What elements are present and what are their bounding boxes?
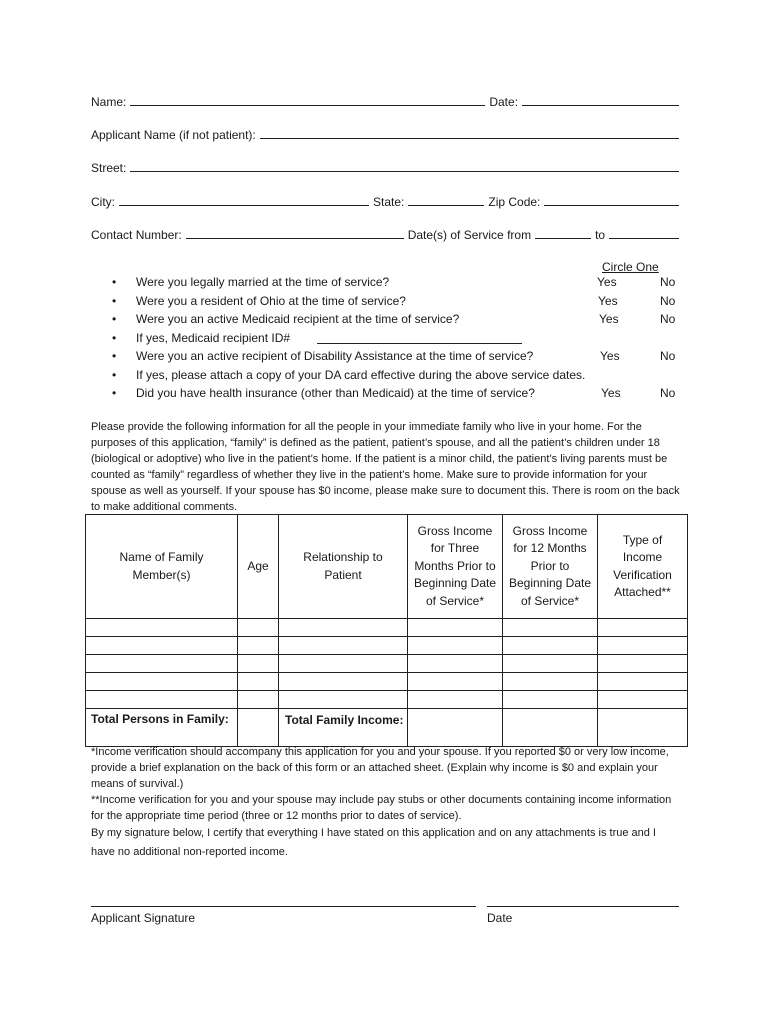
cell-age[interactable]	[238, 673, 279, 691]
bullet-icon: •	[112, 386, 117, 400]
cell-type[interactable]	[598, 619, 688, 637]
bullet-icon: •	[112, 293, 117, 308]
question-ohio-resident	[112, 294, 680, 313]
cell-age[interactable]	[238, 691, 279, 709]
question-text: If yes, Medicaid recipient ID#	[136, 330, 291, 345]
yes-option[interactable]: Yes	[600, 349, 620, 363]
question-medicaid-id	[112, 331, 680, 350]
cell-age[interactable]	[238, 619, 279, 637]
cell-relationship[interactable]	[279, 619, 408, 637]
bullet-icon: •	[112, 367, 117, 382]
total-persons-value[interactable]	[238, 709, 279, 747]
table-row	[86, 691, 688, 709]
cell-name[interactable]	[86, 673, 238, 691]
bullet-icon: •	[112, 330, 117, 345]
contact-field[interactable]	[186, 227, 404, 239]
street-label: Street:	[91, 161, 127, 175]
city-label: City:	[91, 195, 115, 209]
question-married	[112, 275, 680, 294]
applicant-name-row	[91, 127, 679, 142]
cell-gross12[interactable]	[503, 673, 598, 691]
cell-gross3[interactable]	[408, 655, 503, 673]
contact-label: Contact Number:	[91, 228, 182, 242]
question-text: Did you have health insurance (other than Medicaid) at the time of service?	[136, 386, 535, 400]
no-option[interactable]: No	[660, 349, 676, 363]
cell-type[interactable]	[598, 691, 688, 709]
question-text: Were you a resident of Ohio at the time of service?	[136, 293, 406, 308]
note-income-verification: *Income verification should accompany this application for you and your spouse. If you reported $0 or very low income, provide a brief explanation on the back of this form or an attached sheet. (Explain why income is $0 and explain your means of survival.)	[91, 746, 669, 790]
cell-gross3[interactable]	[408, 619, 503, 637]
question-text: Were you an active Medicaid recipient at the time of service?	[136, 312, 460, 326]
yes-option[interactable]: Yes	[599, 312, 619, 326]
cell-relationship[interactable]	[279, 655, 408, 673]
total-persons-label: Total Persons in Family:	[86, 709, 238, 747]
total-gross3[interactable]	[408, 709, 503, 747]
applicant-signature-label: Applicant Signature	[91, 911, 196, 925]
bullet-icon: •	[112, 312, 117, 326]
cell-name[interactable]	[86, 691, 238, 709]
service-to-field[interactable]	[609, 227, 679, 239]
no-option[interactable]: No	[660, 386, 676, 400]
header-name	[86, 515, 238, 619]
cell-name[interactable]	[86, 619, 238, 637]
cell-gross12[interactable]	[503, 619, 598, 637]
applicant-signature-line[interactable]	[91, 906, 476, 907]
question-da-card	[112, 368, 680, 387]
city-state-zip-row	[91, 194, 679, 209]
total-income-label: Total Family Income:	[279, 709, 408, 747]
cell-relationship[interactable]	[279, 637, 408, 655]
question-text: Were you legally married at the time of service?	[136, 275, 390, 289]
to-label: to	[595, 228, 606, 242]
circle-one-label: Circle One	[602, 260, 659, 274]
cell-type[interactable]	[598, 655, 688, 673]
cell-relationship[interactable]	[279, 691, 408, 709]
no-option[interactable]: No	[660, 293, 676, 308]
question-medicaid	[112, 312, 680, 331]
cell-relationship[interactable]	[279, 673, 408, 691]
cell-name[interactable]	[86, 655, 238, 673]
zip-field[interactable]	[544, 194, 679, 206]
cell-gross12[interactable]	[503, 637, 598, 655]
header-name-text: Name of Family Member(s)	[119, 550, 204, 582]
table-row	[86, 655, 688, 673]
header-relationship-text: Relationship to Patient	[303, 550, 383, 582]
cell-gross12[interactable]	[503, 655, 598, 673]
no-option[interactable]: No	[660, 312, 676, 326]
cell-age[interactable]	[238, 637, 279, 655]
yes-option[interactable]: Yes	[601, 386, 621, 400]
street-field[interactable]	[130, 160, 679, 172]
city-field[interactable]	[119, 194, 369, 206]
applicant-name-label: Applicant Name (if not patient):	[91, 128, 256, 142]
state-field[interactable]	[408, 194, 484, 206]
header-gross3-text: Gross Income for Three Months Prior to Beginning Date of Service*	[413, 523, 497, 608]
cell-gross12[interactable]	[503, 691, 598, 709]
header-gross3	[408, 515, 503, 619]
header-relationship	[279, 515, 408, 619]
cell-gross3[interactable]	[408, 673, 503, 691]
no-option[interactable]: No	[660, 275, 676, 289]
name-date-row	[91, 94, 679, 109]
medicaid-id-field[interactable]	[317, 332, 522, 344]
certification-statement: By my signature below, I certify that everything I have stated on this application and on any attachments is true and I have no additional non-reported income.	[91, 827, 656, 858]
date-field[interactable]	[522, 94, 679, 106]
yes-option[interactable]: Yes	[597, 275, 617, 289]
bullet-icon: •	[112, 349, 117, 363]
cell-type[interactable]	[598, 673, 688, 691]
total-type[interactable]	[598, 709, 688, 747]
cell-type[interactable]	[598, 637, 688, 655]
cell-name[interactable]	[86, 637, 238, 655]
header-gross12	[503, 515, 598, 619]
table-header-row	[86, 515, 688, 619]
street-row	[91, 160, 679, 175]
header-type	[598, 515, 688, 619]
family-table	[85, 514, 688, 747]
question-text: Were you an active recipient of Disability Assistance at the time of service?	[136, 349, 534, 363]
dates-service-label: Date(s) of Service from	[407, 228, 532, 242]
question-list	[112, 275, 680, 405]
table-row	[86, 619, 688, 637]
instructions-paragraph: Please provide the following information for all the people in your immediate family who live in your home. For the purposes of this application, “family” is defined as the patient, patient’s spouse, and all the patient’s children under 18 (biological or adoptive) who live in the patient’s home. If the patient is a minor child, the patient’s living parents must be counted as “family” regardless of whether they live in the patient’s home. Make sure to provide information for your spouse as well as yourself. If your spouse has $0 income, please make sure to document this. There is room on the back to make additional comments.	[91, 421, 680, 513]
yes-option[interactable]: Yes	[598, 293, 618, 308]
signature-date-line[interactable]	[487, 906, 679, 907]
question-health-insurance	[112, 386, 680, 405]
contact-dates-row	[91, 227, 679, 242]
applicant-name-field[interactable]	[260, 127, 679, 139]
bullet-icon: •	[112, 275, 117, 289]
zip-label: Zip Code:	[488, 195, 541, 209]
note-verification-types: **Income verification for you and your spouse may include pay stubs or other documents containing income information for the appropriate time period (three or 12 months prior to dates of service).	[91, 794, 672, 822]
name-field[interactable]	[130, 94, 485, 106]
cell-age[interactable]	[238, 655, 279, 673]
signature-date-label: Date	[487, 911, 513, 925]
name-label: Name:	[91, 95, 127, 109]
table-total-row	[86, 709, 688, 747]
table-row	[86, 637, 688, 655]
question-disability	[112, 349, 680, 368]
question-text: If yes, please attach a copy of your DA card effective during the above service dates.	[136, 367, 586, 382]
header-gross12-text: Gross Income for 12 Months Prior to Beginning Date of Service*	[508, 523, 592, 608]
date-label: Date:	[489, 95, 519, 109]
cell-gross3[interactable]	[408, 637, 503, 655]
header-type-text: Type of Income Verification Attached**	[613, 532, 672, 599]
cell-gross3[interactable]	[408, 691, 503, 709]
total-gross12[interactable]	[503, 709, 598, 747]
service-from-field[interactable]	[535, 227, 591, 239]
table-row	[86, 673, 688, 691]
footnotes	[91, 744, 681, 862]
header-age: Age	[238, 515, 279, 619]
state-label: State:	[373, 195, 405, 209]
